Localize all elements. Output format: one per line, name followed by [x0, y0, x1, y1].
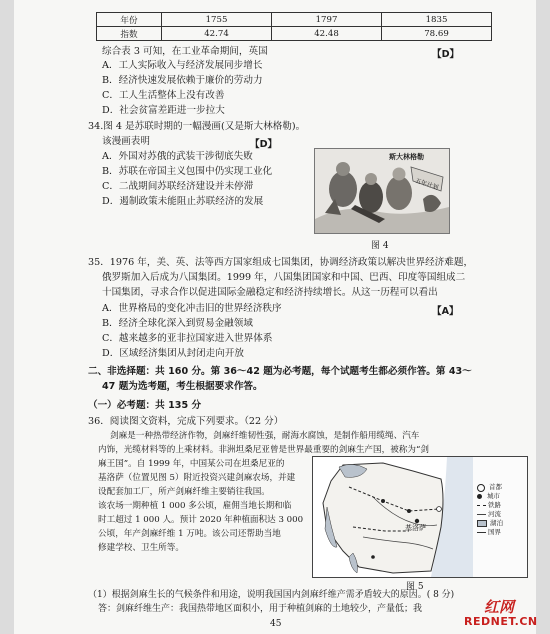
q34-option-c: C．二战期间苏联经济建设并未停滞 [102, 181, 254, 192]
page-number: 45 [270, 619, 282, 629]
map-label-kilosa: 基洛萨 [405, 524, 426, 532]
legend-label: 铁路 [488, 501, 501, 509]
cartoon-title: 斯大林格勒 [389, 153, 424, 161]
table-cell: 1797 [272, 13, 382, 27]
rednet-watermark [462, 596, 548, 630]
q33-option-d: D．社会贫富差距进一步拉大 [102, 105, 225, 116]
q35-line-1: 35．1976 年，美、英、法等西方国家组成七国集团，协调经济政策以解决世界经济难题， [88, 257, 474, 268]
stalingrad-cartoon [314, 148, 450, 234]
cartoon-illustration [315, 149, 449, 233]
table-cell: 1835 [382, 13, 492, 27]
section-2-heading: 二、非选择题：共 160 分。第 36～42 题为必考题，每个试题考生都必须作答。第 43～ [88, 366, 472, 377]
q36-passage-line: 修建学校、卫生所等。 [98, 543, 184, 553]
legend-label: 湖泊 [490, 519, 503, 527]
figure-5-caption: 图 5 [406, 582, 424, 592]
q36-passage-line: 时工超过 1 000 人。预计 2020 年种植面积达 3 000 [98, 515, 304, 525]
legend-label: 首都 [489, 483, 502, 491]
table-cell: 42.74 [162, 27, 272, 41]
q34-stem: 34.图 4 是苏联时期的一幅漫画(又是斯大林格勒)。 [88, 121, 306, 132]
q36-passage-line: 内饰，光缆材料等的上乘材料。非洲坦桑尼亚曾是世界最重要的剑麻生产国，被称为“剑 [98, 445, 429, 455]
q33-option-a: A．工人实际收入与经济发展同步增长 [102, 60, 263, 71]
q35-option-c: C．越来越多的亚非拉国家进入世界体系 [102, 333, 273, 344]
q36-subquestion-1: （1）根据剑麻生长的气候条件和用途，说明我国国内剑麻纤维产需矛盾较大的原因。( 8 分) [88, 590, 455, 600]
q33-stem: 综合表 3 可知，在工业革命期间，英国 [102, 46, 268, 57]
railway-icon [477, 505, 486, 506]
legend-item-river [477, 510, 525, 519]
q35-answer: 【A】 [432, 306, 459, 317]
q36-passage-line: 设配套加工厂，所产剑麻纤维主要销往我国。 [98, 487, 270, 497]
section-2-heading-cont: 47 题为选考题，考生根据要求作答。 [102, 381, 263, 392]
legend-item-railway [477, 501, 525, 510]
q36-answer-line: 答：剑麻纤维生产：我国热带地区面积小，用于种植剑麻的土地较少，产量低；我 [98, 604, 423, 614]
q36-passage-line: 基洛萨（位置见图 5）附近投资兴建剑麻农场，并建 [98, 473, 296, 483]
q34-option-d: D．遏制政策未能阻止苏联经济的发展 [102, 196, 264, 207]
table-cell: 42.48 [272, 27, 382, 41]
watermark-en: REDNET.CN [464, 615, 538, 628]
legend-label: 城市 [487, 492, 500, 500]
lake-icon [477, 520, 487, 527]
legend-label: 河流 [488, 510, 501, 518]
q33-option-c: C．工人生活整体上没有改善 [102, 90, 225, 101]
q36-passage-line: 剑麻是一种热带经济作物，剑麻纤维韧性强，耐海水腐蚀，是制作船用缆绳、汽车 [110, 431, 420, 441]
legend-item-city [477, 492, 525, 501]
watermark-cn: 红网 [484, 598, 515, 616]
map-legend [477, 483, 525, 537]
q36-passage-line: 公顷，年产剑麻纤维 1 万吨。该公司还帮助当地 [98, 529, 281, 539]
q33-option-b: B．经济快速发展依赖于廉价的劳动力 [102, 75, 263, 86]
tanzania-map [312, 456, 528, 578]
legend-item-border [477, 528, 525, 537]
legend-item-capital [477, 483, 525, 492]
q35-option-d: D．区域经济集团从封闭走向开放 [102, 348, 245, 359]
q36-passage-line: 麻王国”。自 1999 年，中国某公司在坦桑尼亚的 [98, 459, 285, 469]
q36-passage-line: 该农场一期种植 1 000 多公顷，雇佣当地长期和临 [98, 501, 292, 511]
q33-answer: 【D】 [432, 49, 460, 60]
table-row [97, 13, 492, 27]
city-icon [477, 494, 482, 499]
q36-stem: 36．阅读图文资料，完成下列要求。（22 分） [88, 416, 284, 427]
river-icon [477, 514, 486, 515]
table-row [97, 27, 492, 41]
border-icon [477, 532, 486, 533]
table-cell: 年份 [97, 13, 162, 27]
legend-item-lake [477, 519, 525, 528]
q34-option-a: A．外国对苏俄的武装干涉彻底失败 [102, 151, 253, 162]
q35-line-2: 俄罗斯加入后成为八国集团。1999 年，八国集团国家和中国、巴西、印度等国组成二 [102, 272, 466, 283]
table-cell: 指数 [97, 27, 162, 41]
required-heading: （一）必考题：共 135 分 [88, 400, 202, 411]
exam-page [14, 0, 536, 634]
q35-line-3: 十国集团，寻求合作以促进国际金融稳定和经济持续增长。从这一历程可以看出 [102, 287, 438, 298]
capital-icon [477, 484, 485, 492]
index-table [96, 12, 492, 41]
q34-option-b: B．苏联在帝国主义包围中仍实现工业化 [102, 166, 273, 177]
q35-option-a: A．世界格局的变化冲击旧的世界经济秩序 [102, 303, 282, 314]
legend-label: 国界 [488, 528, 501, 536]
figure-4-caption: 图 4 [371, 241, 389, 251]
q34-answer: 【D】 [250, 139, 278, 150]
table-cell: 1755 [162, 13, 272, 27]
q34-sub: 该漫画表明 [102, 136, 150, 147]
table-cell: 78.69 [382, 27, 492, 41]
q35-option-b: B．经济全球化深入到贸易金融领域 [102, 318, 253, 329]
cartoon-label: 五年计划 [414, 177, 440, 192]
